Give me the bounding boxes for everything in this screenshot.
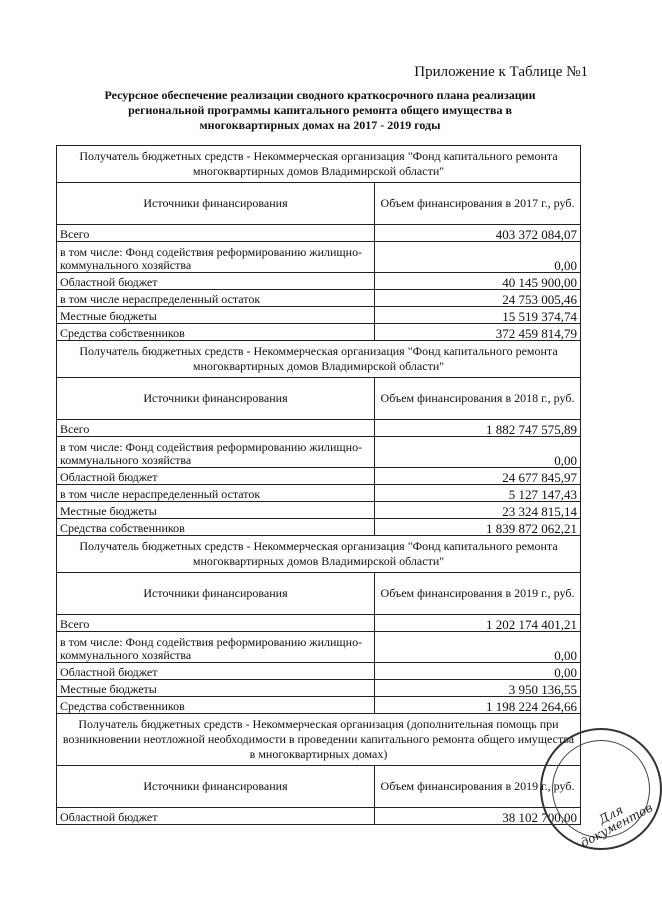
row-label: Средства собственников xyxy=(57,324,375,341)
recipient-row-2019 xyxy=(57,536,581,573)
row-value: 0,00 xyxy=(375,437,581,468)
row-label: в том числе: Фонд содействия реформированию жилищно-коммунального хозяйства xyxy=(57,437,375,468)
recipient-text: Получатель бюджетных средств - Некоммерческая организация "Фонд капитального ремонта многоквартирных домов Владимирской области" xyxy=(57,341,581,378)
row-label: в том числе: Фонд содействия реформированию жилищно-коммунального хозяйства xyxy=(57,242,375,273)
recipient-row-2018 xyxy=(57,341,581,378)
row-label: Местные бюджеты xyxy=(57,680,375,697)
row-label: Областной бюджет xyxy=(57,808,375,825)
row-value: 403 372 084,07 xyxy=(375,225,581,242)
table-row xyxy=(57,437,581,468)
source-header: Источники финансирования xyxy=(57,183,375,225)
row-label: в том числе: Фонд содействия реформированию жилищно-коммунального хозяйства xyxy=(57,632,375,663)
table-row xyxy=(57,290,581,307)
row-value: 40 145 900,00 xyxy=(375,273,581,290)
row-label: Всего xyxy=(57,225,375,242)
volume-header: Объем финансирования в 2017 г., руб. xyxy=(375,183,581,225)
header-row-2017 xyxy=(57,183,581,225)
title-line-2: региональной программы капитального ремонта общего имущества в xyxy=(128,103,512,117)
table-row xyxy=(57,307,581,324)
header-row-additional xyxy=(57,766,581,808)
table-row xyxy=(57,324,581,341)
volume-header: Объем финансирования в 2019 г., руб. xyxy=(375,766,581,808)
recipient-text: Получатель бюджетных средств - Некоммерческая организация (дополнительная помощь при возникновении неотложной необходимости в проведении капитального ремонта общего имущества в многоквартирных домах) xyxy=(57,714,581,766)
source-header: Источники финансирования xyxy=(57,573,375,615)
row-value: 24 677 845,97 xyxy=(375,468,581,485)
row-value: 3 950 136,55 xyxy=(375,680,581,697)
row-label: Областной бюджет xyxy=(57,663,375,680)
recipient-row-additional xyxy=(57,714,581,766)
recipient-text: Получатель бюджетных средств - Некоммерческая организация "Фонд капитального ремонта многоквартирных домов Владимирской области" xyxy=(57,536,581,573)
title-line-1: Ресурсное обеспечение реализации сводного краткосрочного плана реализации xyxy=(104,88,536,102)
table-row xyxy=(57,663,581,680)
recipient-text: Получатель бюджетных средств - Некоммерческая организация "Фонд капитального ремонта многоквартирных домов Владимирской области" xyxy=(57,146,581,183)
table-row xyxy=(57,808,581,825)
stamp-text: Для документов xyxy=(578,800,655,851)
table-row xyxy=(57,468,581,485)
row-label: Областной бюджет xyxy=(57,273,375,290)
row-value: 1 198 224 264,66 xyxy=(375,697,581,714)
volume-header: Объем финансирования в 2018 г., руб. xyxy=(375,378,581,420)
source-header: Источники финансирования xyxy=(57,378,375,420)
row-value: 0,00 xyxy=(375,242,581,273)
table-row xyxy=(57,242,581,273)
document-title xyxy=(60,88,580,133)
row-value: 1 839 872 062,21 xyxy=(375,519,581,536)
title-line-3: многоквартирных домах на 2017 - 2019 годы xyxy=(199,118,441,132)
row-value: 23 324 815,14 xyxy=(375,502,581,519)
row-value: 372 459 814,79 xyxy=(375,324,581,341)
volume-header: Объем финансирования в 2019 г., руб. xyxy=(375,573,581,615)
source-header: Источники финансирования xyxy=(57,766,375,808)
header-row-2018 xyxy=(57,378,581,420)
row-label: Средства собственников xyxy=(57,519,375,536)
row-label: Средства собственников xyxy=(57,697,375,714)
table-row xyxy=(57,273,581,290)
row-value: 38 102 700,00 xyxy=(375,808,581,825)
table-row xyxy=(57,697,581,714)
row-value: 0,00 xyxy=(375,663,581,680)
row-value: 5 127 147,43 xyxy=(375,485,581,502)
table-row xyxy=(57,225,581,242)
table-row xyxy=(57,680,581,697)
row-value: 1 202 174 401,21 xyxy=(375,615,581,632)
table-row xyxy=(57,632,581,663)
table-row xyxy=(57,615,581,632)
row-value: 0,00 xyxy=(375,632,581,663)
table-row xyxy=(57,485,581,502)
table-row xyxy=(57,519,581,536)
row-label: Всего xyxy=(57,420,375,437)
row-label: в том числе нераспределенный остаток xyxy=(57,290,375,307)
row-label: Областной бюджет xyxy=(57,468,375,485)
recipient-row-2017 xyxy=(57,146,581,183)
financing-table xyxy=(56,145,581,825)
row-value: 1 882 747 575,89 xyxy=(375,420,581,437)
appendix-label: Приложение к Таблице №1 xyxy=(414,64,588,80)
row-label: Местные бюджеты xyxy=(57,502,375,519)
row-value: 24 753 005,46 xyxy=(375,290,581,307)
row-label: Местные бюджеты xyxy=(57,307,375,324)
row-value: 15 519 374,74 xyxy=(375,307,581,324)
row-label: в том числе нераспределенный остаток xyxy=(57,485,375,502)
row-label: Всего xyxy=(57,615,375,632)
header-row-2019 xyxy=(57,573,581,615)
table-row xyxy=(57,420,581,437)
table-row xyxy=(57,502,581,519)
